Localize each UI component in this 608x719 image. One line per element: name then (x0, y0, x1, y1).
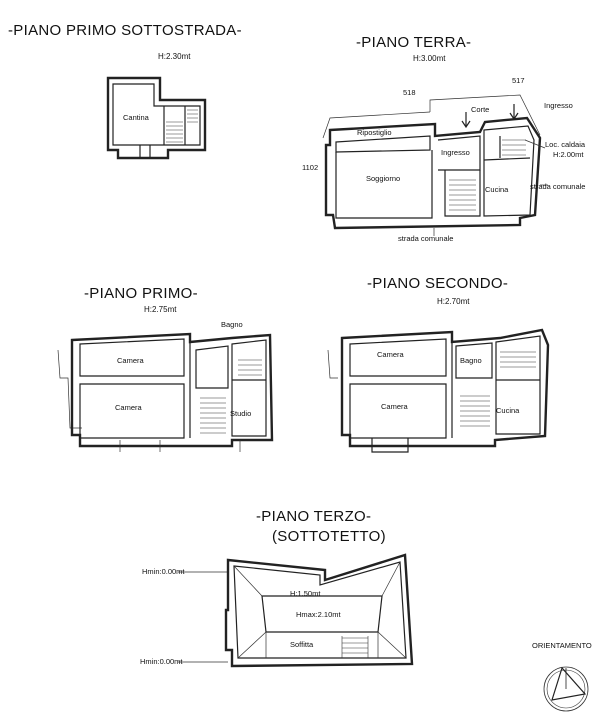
ground-room-corte: Corte (471, 105, 490, 114)
parcel-517-label: 517 (512, 76, 525, 85)
second-floor-height: H:2.70mt (437, 297, 470, 306)
attic-hmax: Hmax:2.10mt (296, 610, 341, 619)
compass-rose (544, 667, 588, 711)
basement-height: H:2.30mt (158, 52, 191, 61)
first-floor-height: H:2.75mt (144, 305, 177, 314)
first-room-studio: Studio (230, 409, 252, 418)
second-room-camera-1: Camera (377, 350, 404, 359)
third-floor-subtitle: (SOTTOTETTO) (272, 528, 386, 545)
ground-room-caldaia: Loc. caldaia (545, 140, 586, 149)
ground-room-soggiorno: Soggiorno (366, 174, 401, 183)
basement-title: -PIANO PRIMO SOTTOSTRADA- (8, 22, 242, 39)
parcel-518-label: 518 (403, 88, 416, 97)
first-room-camera-2: Camera (115, 403, 142, 412)
ground-room-caldaia-height: H:2.00mt (553, 150, 584, 159)
ground-floor-height: H:3.00mt (413, 54, 446, 63)
ground-room-ingresso: Ingresso (441, 148, 470, 157)
basement-room-cantina: Cantina (123, 113, 149, 122)
ground-floor-plan (323, 95, 548, 236)
ground-entrance-outer: Ingresso (544, 101, 573, 110)
second-floor-plan (328, 330, 548, 452)
second-room-camera-2: Camera (381, 402, 408, 411)
street-label-bottom: strada comunale (398, 234, 454, 243)
attic-hmin-bottom: Hmin:0.00mt (140, 657, 183, 666)
attic-h150: H:1.50mt (290, 589, 321, 598)
first-room-camera-1: Camera (117, 356, 144, 365)
second-floor-title: -PIANO SECONDO- (367, 275, 509, 292)
second-room-cucina: Cucina (496, 406, 520, 415)
second-room-bagno: Bagno (460, 356, 482, 365)
parcel-1102-label: 1102 (302, 163, 319, 172)
third-floor-plan (178, 555, 412, 666)
first-floor-plan (58, 334, 272, 452)
ground-floor-title: -PIANO TERRA- (356, 34, 472, 51)
ground-room-ripostiglio: Ripostiglio (357, 128, 392, 137)
orientation-label: ORIENTAMENTO (532, 641, 592, 650)
first-room-bagno: Bagno (221, 320, 243, 329)
ground-room-cucina: Cucina (485, 185, 509, 194)
attic-hmin-top: Hmin:0.00mt (142, 567, 185, 576)
third-floor-title: -PIANO TERZO- (256, 508, 372, 525)
street-label-right: strada comunale (530, 182, 586, 191)
attic-room-soffitta: Soffitta (290, 640, 314, 649)
first-floor-title: -PIANO PRIMO- (84, 285, 198, 302)
